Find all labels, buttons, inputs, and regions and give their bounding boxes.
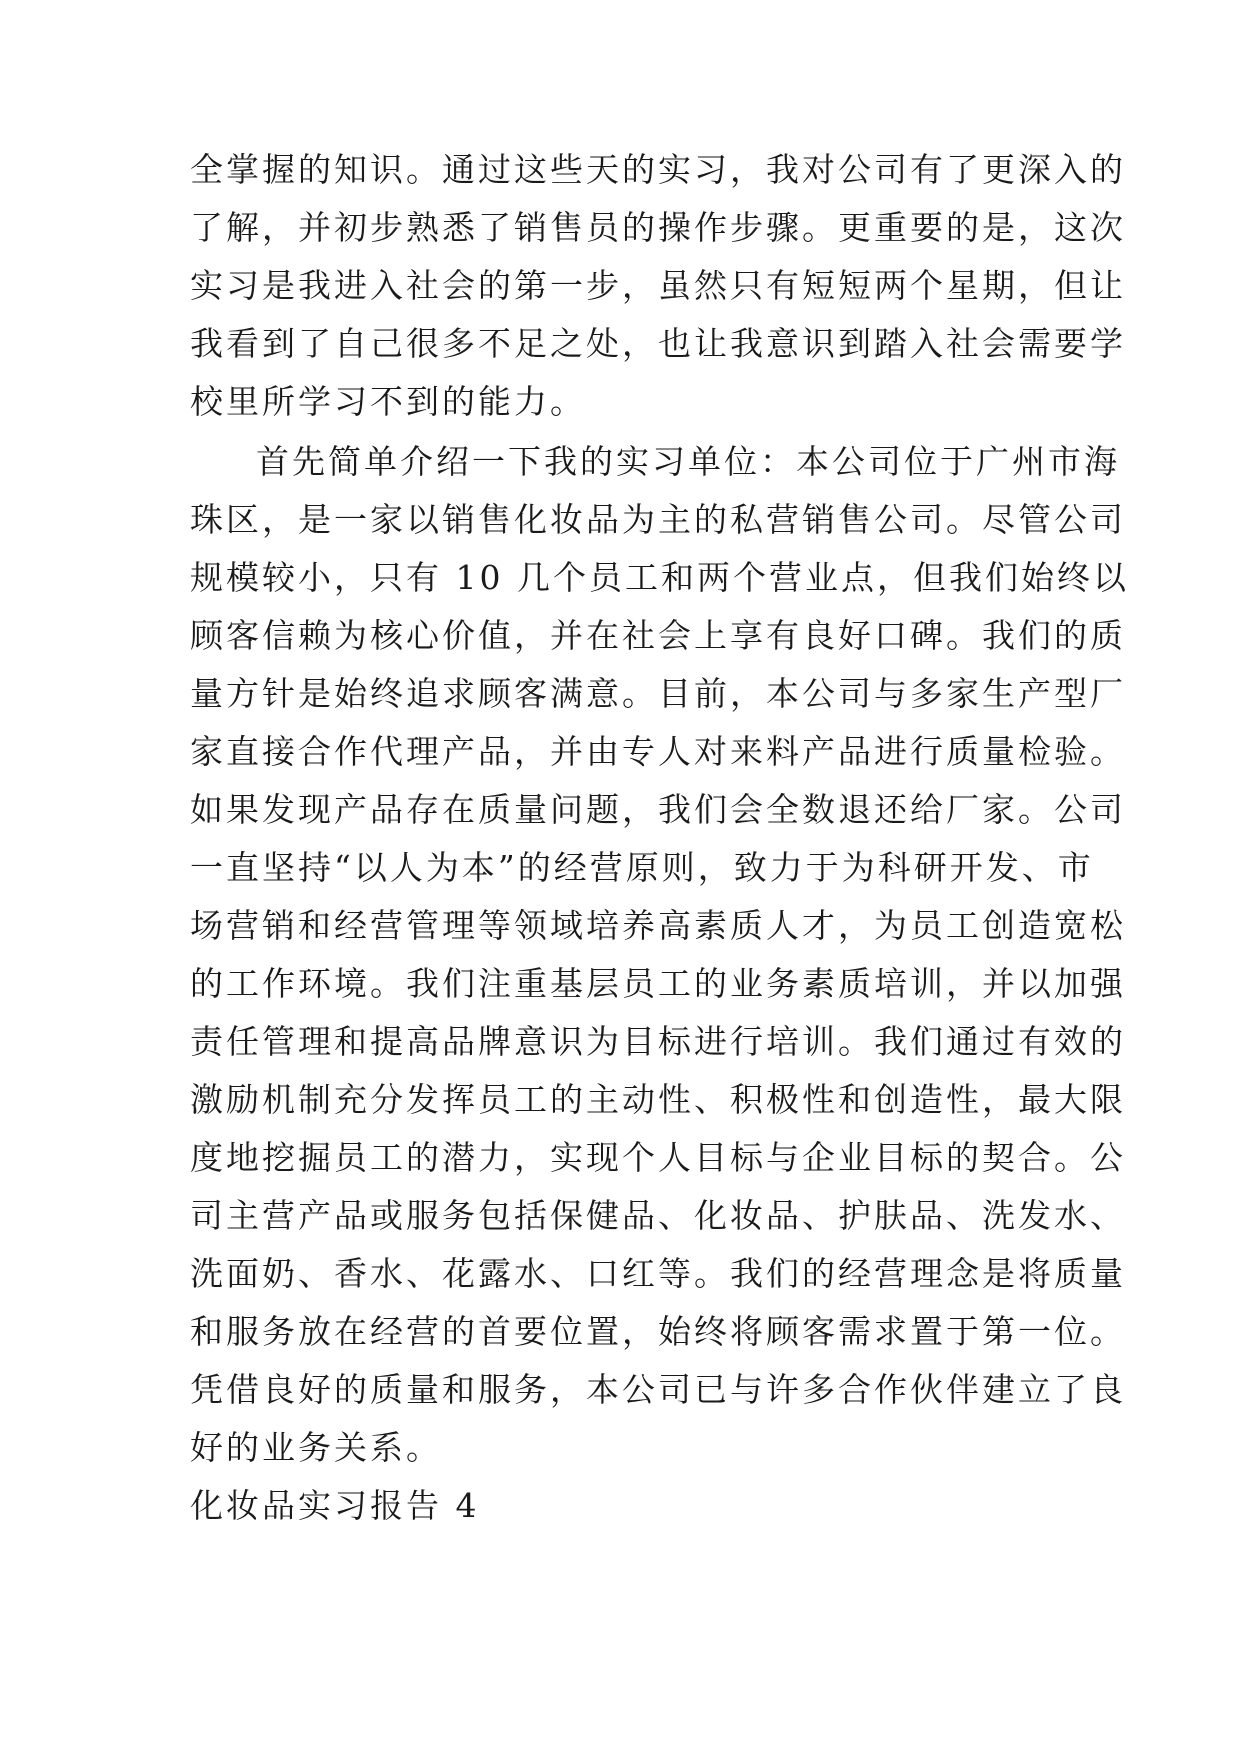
paragraph-2-line-17: 凭借良好的质量和服务，本公司已与许多合作伙伴建立了良 [190, 1370, 1126, 1409]
paragraph-2-line-2: 珠区，是一家以销售化妆品为主的私营销售公司。尽管公司 [190, 500, 1126, 539]
section-heading: 化妆品实习报告 4 [190, 1486, 480, 1525]
paragraph-1-line-2: 了解，并初步熟悉了销售员的操作步骤。更重要的是，这次 [190, 208, 1126, 247]
paragraph-2-line-16: 和服务放在经营的首要位置，始终将顾客需求置于第一位。 [190, 1312, 1126, 1351]
paragraph-1-line-3: 实习是我进入社会的第一步，虽然只有短短两个星期，但让 [190, 266, 1126, 305]
paragraph-1-line-5: 校里所学习不到的能力。 [190, 382, 586, 421]
paragraph-1-line-1: 全掌握的知识。通过这些天的实习，我对公司有了更深入的 [190, 150, 1126, 189]
paragraph-2-line-6: 家直接合作代理产品，并由专人对来料产品进行质量检验。 [190, 732, 1126, 771]
paragraph-2-line-7: 如果发现产品存在质量问题，我们会全数退还给厂家。公司 [190, 790, 1126, 829]
paragraph-2-line-5: 量方针是始终追求顾客满意。目前，本公司与多家生产型厂 [190, 674, 1126, 713]
paragraph-1-line-4: 我看到了自己很多不足之处，也让我意识到踏入社会需要学 [190, 324, 1126, 363]
paragraph-2-line-15: 洗面奶、香水、花露水、口红等。我们的经营理念是将质量 [190, 1254, 1126, 1293]
paragraph-2-line-4: 顾客信赖为核心价值，并在社会上享有良好口碑。我们的质 [190, 616, 1126, 655]
paragraph-2-line-18: 好的业务关系。 [190, 1428, 442, 1467]
paragraph-2-line-11: 责任管理和提高品牌意识为目标进行培训。我们通过有效的 [190, 1022, 1126, 1061]
paragraph-2-line-14: 司主营产品或服务包括保健品、化妆品、护肤品、洗发水、 [190, 1196, 1126, 1235]
paragraph-2-line-8: 一直坚持“以人为本”的经营原则，致力于为科研开发、市 [190, 848, 1094, 887]
paragraph-2-line-13: 度地挖掘员工的潜力，实现个人目标与企业目标的契合。公 [190, 1138, 1126, 1177]
paragraph-2-line-12: 激励机制充分发挥员工的主动性、积极性和创造性，最大限 [190, 1080, 1126, 1119]
paragraph-2-line-9: 场营销和经营管理等领域培养高素质人才，为员工创造宽松 [190, 906, 1126, 945]
paragraph-2-line-10: 的工作环境。我们注重基层员工的业务素质培训，并以加强 [190, 964, 1126, 1003]
paragraph-2-line-1: 首先简单介绍一下我的实习单位：本公司位于广州市海 [256, 442, 1120, 481]
paragraph-2-line-3: 规模较小，只有 10 几个员工和两个营业点，但我们始终以 [190, 558, 1129, 597]
